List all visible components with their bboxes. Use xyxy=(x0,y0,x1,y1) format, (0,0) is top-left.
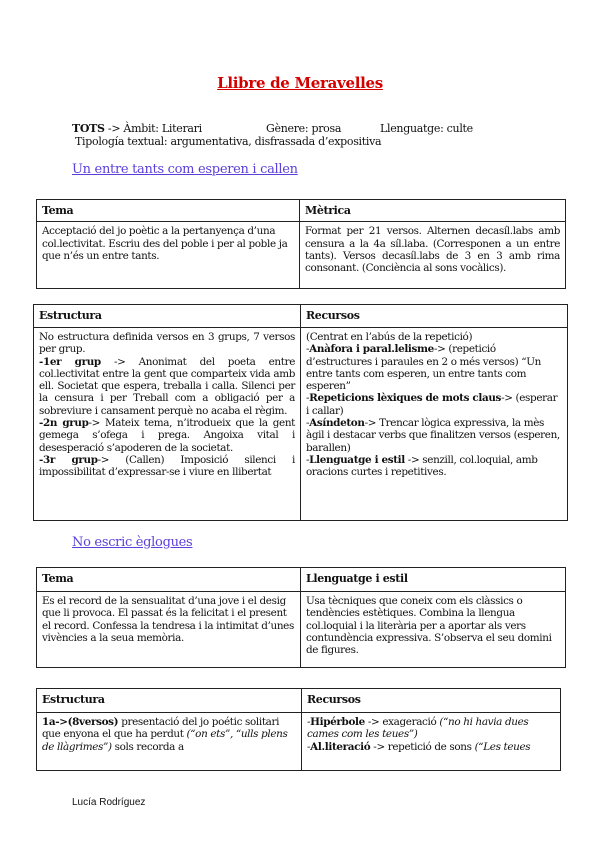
text-segment: -> Anonimat del poeta entre col.lectivitat entre la gent que comparteix vida amb ell. Societat que espera, treballa i calla. Silenci per la censura i per Treball com a obligació per a sobreviure i cansament perquè no acaba el règim. xyxy=(39,355,295,417)
cell-tema xyxy=(37,222,300,289)
cell-recursos xyxy=(302,713,561,771)
text-segment: Format per 21 versos. Alternen decasíl.labs amb censura a la 4a síl.laba. (Corresponen a un entre tants). Versos decasíl.labs de 3 en 3 amb rima consonant. (Conciència al sons vocàlics). xyxy=(305,225,560,275)
text-segment: -1er grup xyxy=(39,355,101,368)
header-tema: Tema xyxy=(37,568,301,592)
text-segment: -> (esperar i callar) xyxy=(306,392,558,417)
ambit: -> Àmbit: Literari xyxy=(107,122,202,135)
cell-recursos xyxy=(301,328,568,521)
text-segment: (“on ets”, “ulls plens de llàgrimes”) xyxy=(42,728,288,753)
text-segment: - xyxy=(306,343,310,356)
cell-llenguatge xyxy=(301,592,566,668)
table-estructura-recursos xyxy=(33,304,568,521)
tots-label: TOTS xyxy=(72,122,105,135)
document-title: Llibre de Meravelles xyxy=(217,74,383,92)
text-segment: presentació del jo poétic solitari que enyona el que ha perdut xyxy=(42,716,280,741)
header-tema: Tema xyxy=(37,200,300,222)
tipologia: Tipología textual: argumentativa, disfrassada d’expositiva xyxy=(75,135,382,148)
text-segment: - xyxy=(306,392,310,405)
text-segment: -> exageració xyxy=(364,716,440,728)
table-tema-metrica xyxy=(36,199,566,289)
cell-metrica xyxy=(300,222,566,289)
header-recursos: Recursos xyxy=(301,305,568,328)
text-segment: -3r grup xyxy=(39,453,98,466)
footer-author: Lucía Rodríguez xyxy=(72,797,146,808)
text-segment: Es el record de la sensualitat d’una jove i el desig que li provoca. El passat és la felicitat i el present el record. Confessa la tendresa i la intimitat d’unes vivències a la seua memòria. xyxy=(42,595,294,644)
text-segment: Repeticions lèxiques de mots claus xyxy=(309,392,502,405)
genere: Gènere: prosa xyxy=(266,122,342,135)
table-tema-llenguatge xyxy=(36,567,566,668)
text-segment: - xyxy=(306,417,310,430)
header-metrica: Mètrica xyxy=(300,200,566,222)
text-segment: (“Les teues xyxy=(474,740,531,753)
table-estructura-recursos-2 xyxy=(36,688,561,771)
text-segment: - xyxy=(307,716,311,728)
text-segment: - xyxy=(306,453,310,466)
text-segment: -> repetició de sons xyxy=(370,740,475,753)
cell-tema xyxy=(37,592,301,668)
text-segment: -2n grup xyxy=(39,417,89,430)
text-segment: 1a->(8versos) xyxy=(42,716,119,728)
header-llenguatge: Llenguatge i estil xyxy=(301,568,566,592)
text-segment: Llenguatge i estil xyxy=(309,453,405,466)
header-recursos: Recursos xyxy=(302,689,561,713)
text-segment: -> Trencar lògica expressiva, la mès àgil i destacar verbs que finalitzen versos (esperen, barallen) xyxy=(306,417,560,454)
text-segment: (Centrat en l’abús de la repetició) xyxy=(306,331,473,343)
text-segment: No estructura definida versos en 3 grups, 7 versos per grup. xyxy=(39,331,295,356)
text-segment: Al.literació xyxy=(310,740,371,753)
text-segment: Usa tècniques que coneix com els clàssics o tendències estètiques. Combina la llengua col.loquial i la literària per a aportar als vers contundència expressiva. S’observa el seu domini de figures. xyxy=(306,595,552,657)
cell-estructura xyxy=(34,328,301,521)
text-segment: Acceptació del jo poètic a la pertanyença d’una col.lectivitat. Escriu des del poble i per al poble ja que n’és un entre tants. xyxy=(42,225,288,262)
header-estructura: Estructura xyxy=(37,689,302,713)
text-segment: -> Mateix tema, n’itrodueix que la gent gemega s’ofega i prega. Angoixa vital i desesperació s’apoderen de la societat. xyxy=(39,417,295,454)
section-heading-2[interactable]: No escric èglogues xyxy=(72,535,193,550)
section-heading-1[interactable]: Un entre tants com esperen i callen xyxy=(72,162,298,177)
text-segment: Anàfora i paral.lelisme xyxy=(309,343,434,356)
meta-line-1 xyxy=(72,122,202,135)
text-segment: sols recorda a xyxy=(111,740,184,753)
header-estructura: Estructura xyxy=(34,305,301,328)
text-segment: (“no hi havia dues cames com les teues”) xyxy=(307,716,529,741)
text-segment: - xyxy=(307,740,311,753)
cell-estructura xyxy=(37,713,302,771)
text-segment: Hipérbole xyxy=(310,716,365,728)
text-segment: -> (repetició d’estructures i paraules en 2 o més versos) “Un entre tants com esperen, un entre tants com esperen” xyxy=(306,343,541,393)
text-segment: -> (Callen) Imposició silenci i impossibilitat d’expressar-se i viure en llibertat xyxy=(39,453,295,479)
text-segment: Asíndeton xyxy=(309,417,365,430)
llenguatge: Llenguatge: culte xyxy=(380,122,473,135)
text-segment: -> senzill, col.loquial, amb oracions curtes i repetitives. xyxy=(306,453,538,479)
